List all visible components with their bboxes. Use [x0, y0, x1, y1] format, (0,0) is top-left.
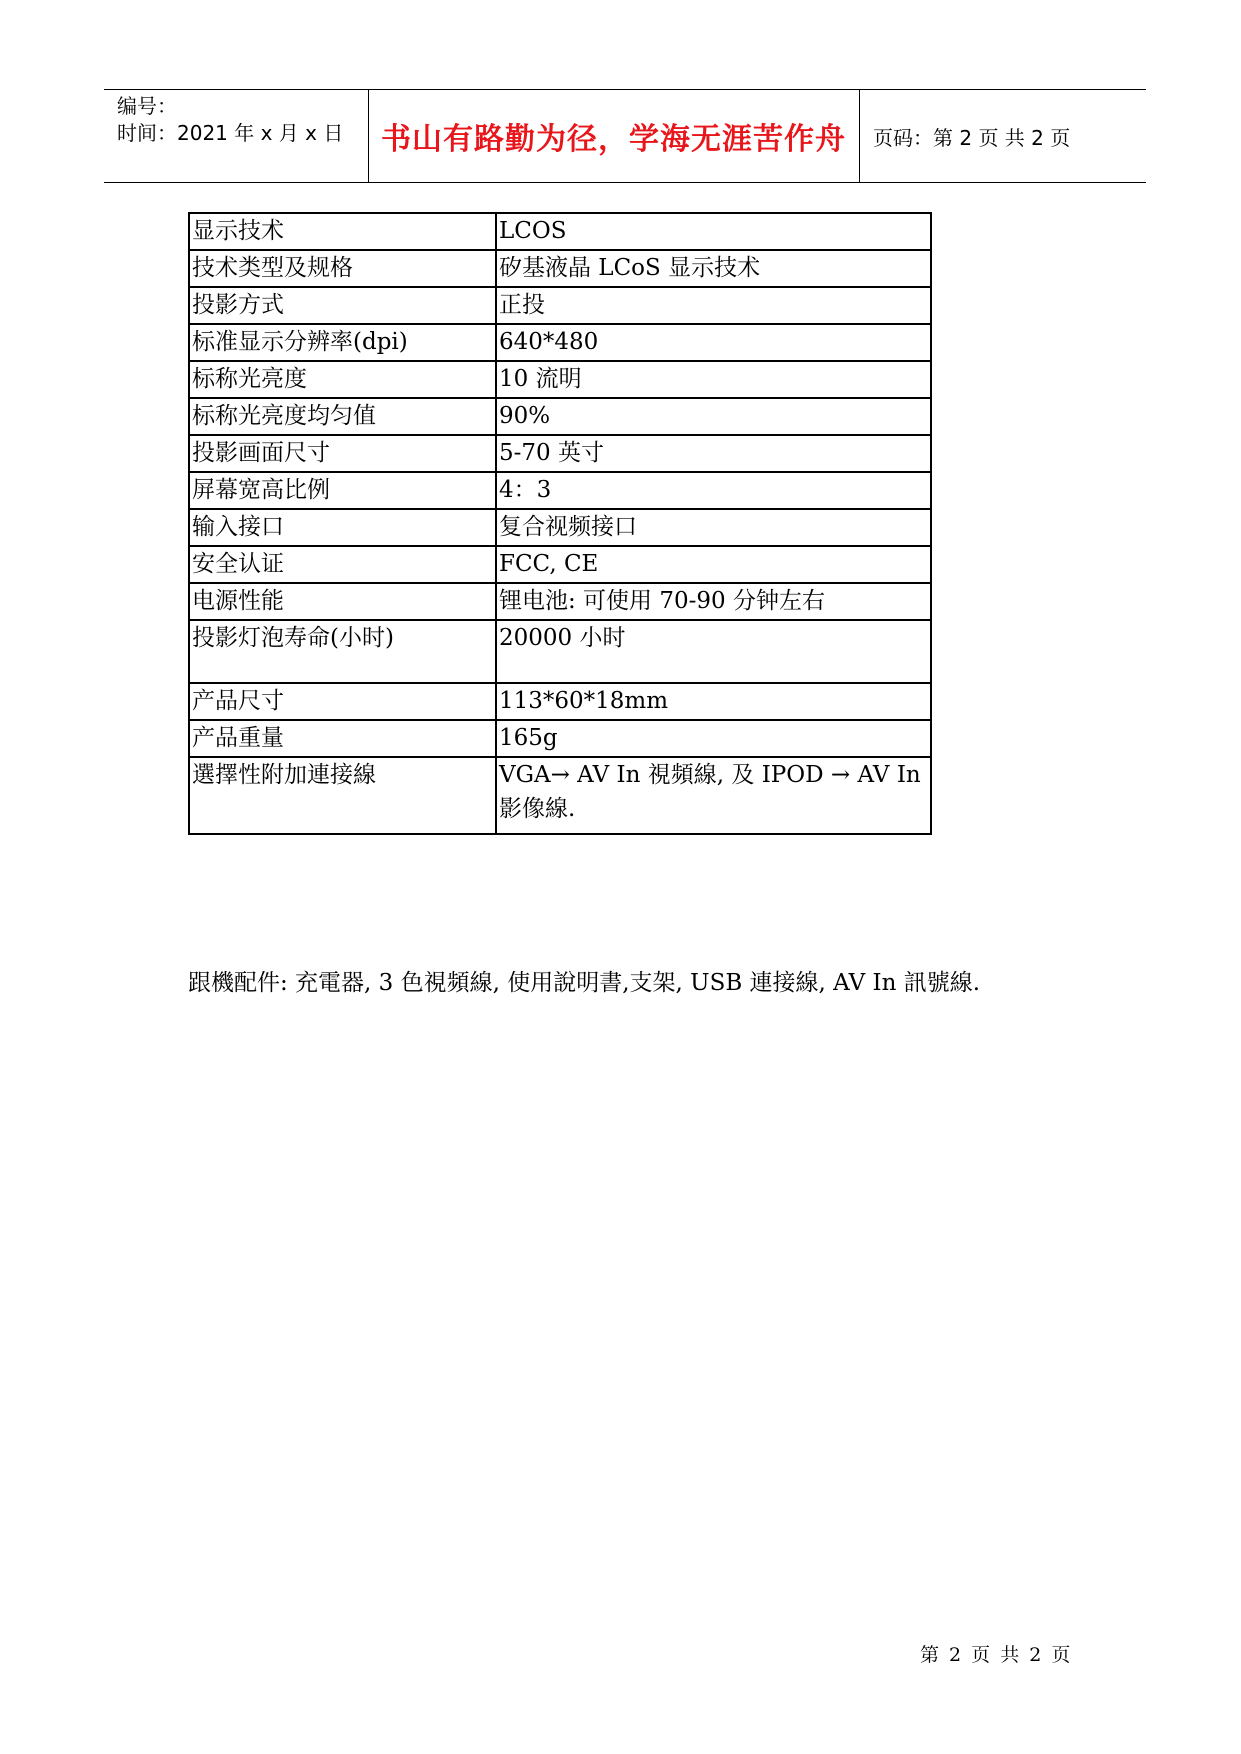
table-row: [189, 546, 931, 583]
document-number-label: 编号：: [117, 94, 177, 118]
table-row: [189, 287, 931, 324]
header-page-number: 页码：第 2 页 共 2 页: [873, 125, 1071, 150]
spec-value: 5-70 英寸: [496, 435, 931, 472]
table-row: [189, 720, 931, 757]
header-page-cell: [859, 90, 1146, 182]
spec-key: 選擇性附加連接線: [189, 757, 496, 834]
accessories-text: 跟機配件: 充電器, 3 色視頻線, 使用說明書,支架, USB 連接線, AV In 訊號線.: [188, 970, 981, 996]
spec-value: FCC, CE: [496, 546, 931, 583]
spec-key: 输入接口: [189, 509, 496, 546]
table-row: [189, 435, 931, 472]
spec-key: 显示技术: [189, 213, 496, 250]
spec-key: 安全认证: [189, 546, 496, 583]
table-row: [189, 509, 931, 546]
spec-key: 电源性能: [189, 583, 496, 620]
header-motto: 书山有路勤为径，学海无涯苦作舟: [381, 122, 846, 157]
spec-key: 标准显示分辨率(dpi): [189, 324, 496, 361]
table-row: [189, 398, 931, 435]
spec-key: 屏幕宽高比例: [189, 472, 496, 509]
spec-key: 标称光亮度均匀值: [189, 398, 496, 435]
spec-value: LCOS: [496, 213, 931, 250]
spec-key: 标称光亮度: [189, 361, 496, 398]
spec-value: 90%: [496, 398, 931, 435]
spec-key: 投影灯泡寿命(小时): [189, 620, 496, 683]
spec-value: 165g: [496, 720, 931, 757]
table-row: [189, 757, 931, 834]
table-row: [189, 324, 931, 361]
spec-table: [188, 212, 932, 835]
spec-value: 复合视频接口: [496, 509, 931, 546]
table-row: [189, 472, 931, 509]
spec-value: 4：3: [496, 472, 931, 509]
header-meta: [104, 90, 369, 182]
spec-key: 产品尺寸: [189, 683, 496, 720]
spec-value: 锂电池: 可使用 70-90 分钟左右: [496, 583, 931, 620]
table-row: [189, 361, 931, 398]
spec-key: 产品重量: [189, 720, 496, 757]
header-motto-cell: [368, 90, 860, 182]
table-row: [189, 583, 931, 620]
footer-page-number: 第 2 页 共 2 页: [920, 1644, 1073, 1666]
table-row: [189, 213, 931, 250]
table-row: [189, 620, 931, 683]
spec-value: 矽基液晶 LCoS 显示技术: [496, 250, 931, 287]
spec-value: 640*480: [496, 324, 931, 361]
spec-value: 113*60*18mm: [496, 683, 931, 720]
table-row: [189, 683, 931, 720]
spec-value: VGA→ AV In 視頻線, 及 IPOD → AV In 影像線.: [496, 757, 931, 834]
document-date-label: 时间：2021 年 x 月 x 日: [117, 121, 344, 145]
spec-value: 10 流明: [496, 361, 931, 398]
table-row: [189, 250, 931, 287]
spec-value: 20000 小时: [496, 620, 931, 683]
spec-value: 正投: [496, 287, 931, 324]
spec-key: 技术类型及规格: [189, 250, 496, 287]
page-header: [104, 89, 1146, 183]
spec-key: 投影方式: [189, 287, 496, 324]
spec-key: 投影画面尺寸: [189, 435, 496, 472]
